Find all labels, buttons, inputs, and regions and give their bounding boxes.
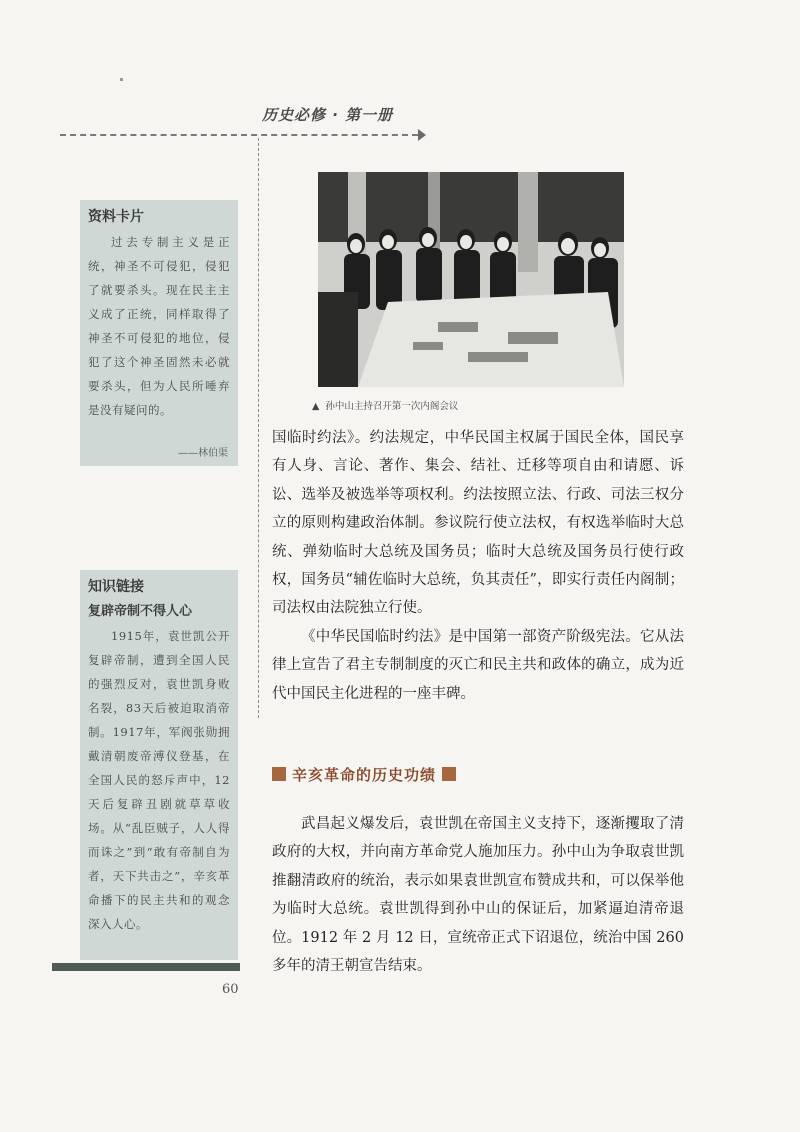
triangle-icon: ▲ (312, 401, 320, 412)
rule-arrow-icon (418, 129, 426, 141)
paragraph: 国临时约法》。约法规定，中华民国主权属于国民全体，国民享有人身、言论、著作、集会、结社、迁移等项自由和请愿、诉讼、选举及被选举等项权利。约法按照立法、行政、司法三权分立的原则构建政治体制。参议院行使立法权，有权选举临时大总统、弹劾临时大总统及国务员；临时大总统及国务员行使行政权，国务员“辅佐临时大总统，负其责任”，即实行责任内阁制；司法权由法院独立行使。 (272, 430, 684, 617)
square-icon (272, 767, 286, 781)
section-body (272, 810, 684, 980)
photo-caption: ▲ 孙中山主持召开第一次内阁会议 (312, 401, 459, 412)
main-body (272, 424, 684, 708)
data-card-author: ——林伯渠 (178, 448, 228, 459)
data-card-title: 资料卡片 (88, 209, 144, 225)
square-icon (442, 767, 456, 781)
margin-dashed-rule (258, 138, 259, 718)
section-heading: 辛亥革命的历史功绩 (272, 760, 480, 788)
data-card-text: 过去专制主义是正统，神圣不可侵犯，侵犯了就要杀头。现在民主主义成了正统，同样取得了神圣不可侵犯的地位，侵犯了这个神圣固然未必就要杀头，但为人民所唾弃是没有疑问的。 (88, 235, 230, 417)
knowledge-link-box (80, 570, 238, 960)
paragraph: 武昌起义爆发后，袁世凯在帝国主义支持下，逐渐攫取了清政府的大权，并向南方革命党人施加压力。孙中山为争取袁世凯推翻清政府的统治，表示如果袁世凯宣布赞成共和，可以保举他为临时大总统。袁世凯得到孙中山的保证后，加紧逼迫清帝退位。1912 年 2 月 12 日，宣统帝正式下诏退位，统治中国 260 多年的清王朝宣告结束。 (272, 816, 684, 975)
running-header: 历史必修 · 第一册 (262, 106, 394, 124)
knowledge-link-text: 1915年，袁世凯公开复辟帝制，遭到全国人民的强烈反对，袁世凯身败名裂，83天后被迫取消帝制。1917年，军阀张勋拥戴清朝废帝溥仪登基，在全国人民的怒斥声中，12天后复辟丑剧就草草收场。从“乱臣贼子，人人得而诛之”到“敢有帝制自为者，天下共击之”，辛亥革命播下的民主共和的观念深入人心。 (88, 629, 230, 931)
header-dashed-rule (60, 134, 418, 136)
paragraph: 《中华民国临时约法》是中国第一部资产阶级宪法。它从法律上宣告了君主专制制度的灭亡和民主共和政体的确立，成为近代中国民主化进程的一座丰碑。 (272, 628, 684, 702)
knowledge-link-title: 知识链接 (88, 579, 144, 595)
stray-mark (120, 78, 123, 81)
data-card-box (80, 200, 238, 466)
photo-illustration (318, 172, 624, 387)
footer-bar (52, 963, 240, 971)
knowledge-link-subtitle: 复辟帝制不得人心 (88, 604, 193, 619)
historical-photo (318, 172, 624, 387)
page-number: 60 (222, 982, 239, 997)
